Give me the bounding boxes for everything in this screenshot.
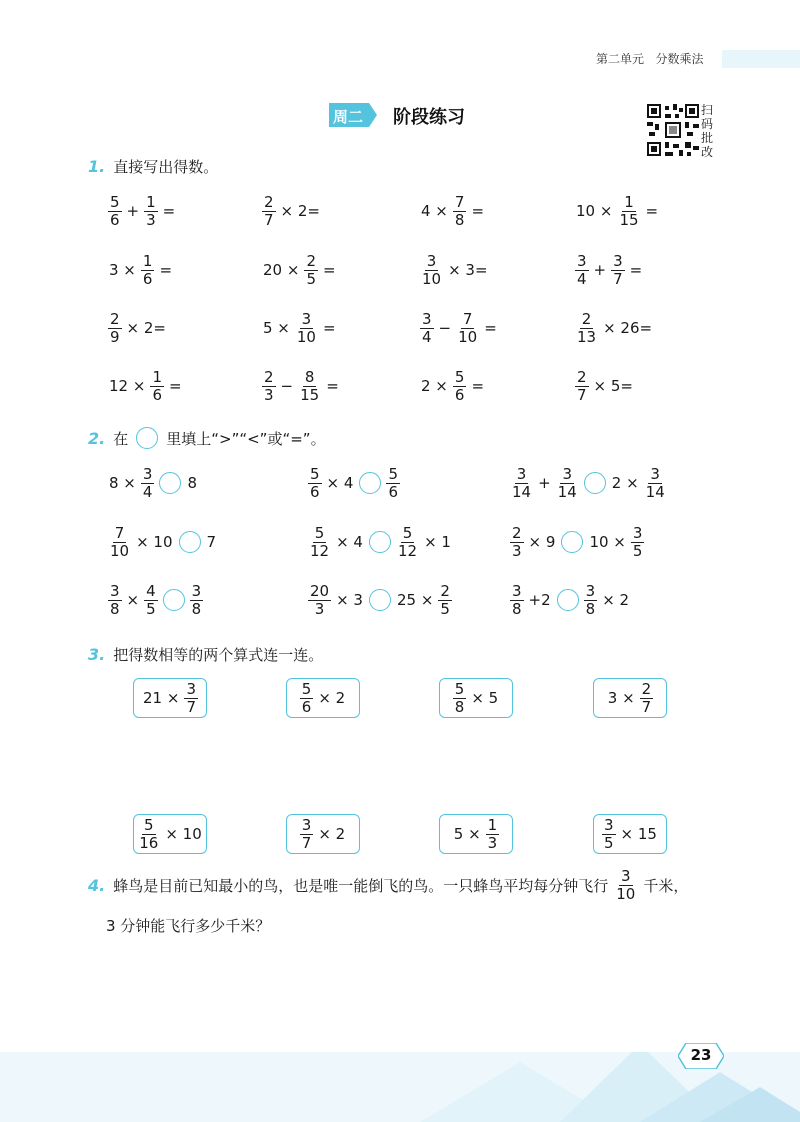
expression-term: 25 × bbox=[396, 591, 434, 609]
fraction bbox=[308, 583, 331, 618]
q2-prompt-end: 里填上“>”“<”或“=”。 bbox=[166, 429, 326, 448]
fraction-denominator: 7 bbox=[641, 697, 652, 716]
fraction bbox=[262, 194, 276, 229]
fraction bbox=[456, 311, 479, 346]
expression-term: 20 × bbox=[263, 261, 300, 279]
fraction-numerator: 2 bbox=[306, 251, 316, 270]
fraction-denominator: 4 bbox=[142, 482, 153, 501]
fraction-numerator: 5 bbox=[402, 523, 413, 542]
expression-term: × 1 bbox=[424, 533, 451, 551]
fraction bbox=[298, 369, 321, 404]
fraction-denominator: 10 bbox=[110, 541, 130, 560]
q2-comparison bbox=[508, 463, 669, 503]
header-band bbox=[722, 50, 800, 68]
fraction-denominator: 10 bbox=[296, 327, 316, 346]
fraction-numerator: 3 bbox=[613, 251, 623, 270]
expression-term: × 4 bbox=[326, 474, 354, 492]
expression-term: 5 × bbox=[453, 825, 481, 843]
fraction-numerator: 2 bbox=[110, 309, 120, 328]
expression-term: = bbox=[162, 202, 176, 220]
fraction bbox=[420, 311, 434, 346]
fraction bbox=[108, 311, 122, 346]
fraction bbox=[453, 369, 467, 404]
expression-term: + bbox=[538, 474, 551, 492]
q4-fraction-denominator: 10 bbox=[616, 885, 636, 903]
q3-expression bbox=[298, 815, 348, 853]
fraction bbox=[144, 194, 158, 229]
q1-expression bbox=[418, 191, 487, 231]
fraction-denominator: 5 bbox=[146, 599, 156, 618]
q3-header bbox=[88, 644, 323, 665]
fraction-numerator: 5 bbox=[144, 815, 154, 834]
fraction-denominator: 3 bbox=[314, 599, 325, 618]
expression-term: = bbox=[629, 261, 643, 279]
expression-term: × bbox=[126, 591, 140, 609]
q3-bottom-box[interactable] bbox=[133, 814, 207, 854]
expression-term: × 4 bbox=[336, 533, 363, 551]
fraction bbox=[510, 525, 524, 560]
expression-term: × 15 bbox=[620, 825, 657, 843]
fraction-denominator: 3 bbox=[487, 833, 498, 852]
fraction-numerator: 20 bbox=[310, 581, 330, 600]
q3-number: 3. bbox=[88, 645, 106, 664]
fraction-denominator: 3 bbox=[512, 541, 522, 560]
fraction-numerator: 3 bbox=[604, 815, 614, 834]
expression-term: 10 × bbox=[576, 202, 613, 220]
expression-term: 3 × bbox=[109, 261, 136, 279]
fraction-denominator: 8 bbox=[454, 210, 465, 229]
q2-comparison bbox=[306, 522, 454, 562]
expression-term: + bbox=[593, 261, 607, 279]
q3-expression bbox=[605, 679, 655, 717]
q4-text-start: 蜂鸟是目前已知最小的鸟，也是唯一能倒飞的鸟。一只蜂鸟平均每分钟飞行 bbox=[113, 877, 609, 895]
fraction-denominator: 5 bbox=[306, 269, 316, 288]
q2-prompt-start: 在 bbox=[113, 429, 129, 448]
fraction-denominator: 7 bbox=[613, 269, 623, 288]
q3-top-box[interactable] bbox=[133, 678, 207, 718]
q4-number: 4. bbox=[88, 876, 106, 895]
fraction-numerator: 2 bbox=[641, 679, 652, 698]
comparison-answer-circle[interactable] bbox=[359, 472, 381, 494]
fraction bbox=[640, 681, 654, 716]
expression-term: = bbox=[322, 261, 336, 279]
expression-term: 2 × bbox=[611, 474, 639, 492]
fraction-numerator: 3 bbox=[577, 251, 587, 270]
fraction-numerator: 5 bbox=[454, 679, 465, 698]
fraction bbox=[141, 466, 155, 501]
q1-expression bbox=[106, 366, 185, 406]
fraction-numerator: 3 bbox=[516, 464, 527, 483]
expression-term: × 26= bbox=[603, 319, 653, 337]
q3-prompt: 把得数相等的两个算式连一连。 bbox=[113, 646, 324, 664]
page-number: 23 bbox=[690, 1046, 712, 1064]
expression-term: × 2 bbox=[602, 591, 630, 609]
fraction bbox=[611, 253, 625, 288]
fraction-denominator: 6 bbox=[310, 482, 320, 501]
comparison-answer-circle[interactable] bbox=[369, 531, 391, 553]
fraction-numerator: 3 bbox=[562, 464, 572, 483]
expression-term: 5 × bbox=[263, 319, 290, 337]
expression-term: × 3 bbox=[336, 591, 363, 609]
fraction-denominator: 12 bbox=[397, 541, 418, 560]
q1-expression bbox=[573, 250, 645, 290]
expression-term: = bbox=[484, 319, 497, 337]
fraction-denominator: 7 bbox=[577, 385, 587, 404]
fraction-denominator: 6 bbox=[152, 385, 162, 404]
fraction-numerator: 7 bbox=[454, 192, 465, 211]
fraction-numerator: 1 bbox=[142, 251, 153, 270]
q1-expression bbox=[106, 308, 169, 348]
fraction-numerator: 8 bbox=[304, 367, 315, 386]
fraction-denominator: 8 bbox=[110, 599, 120, 618]
expression-term: × 10 bbox=[136, 533, 173, 551]
fraction bbox=[575, 369, 589, 404]
expression-term: 8 bbox=[187, 474, 197, 492]
unit-topic: 分数乘法 bbox=[655, 52, 704, 66]
comparison-answer-circle[interactable] bbox=[163, 589, 185, 611]
expression-term: × 5 bbox=[471, 689, 499, 707]
q3-bottom-box[interactable] bbox=[593, 814, 667, 854]
fraction-denominator: 6 bbox=[110, 210, 120, 229]
expression-term: × 10 bbox=[165, 825, 202, 843]
q2-comparison bbox=[306, 580, 454, 620]
q4-text-end: 千米， bbox=[643, 877, 689, 895]
q3-expression bbox=[298, 679, 348, 717]
fraction bbox=[510, 583, 524, 618]
fraction-numerator: 1 bbox=[624, 192, 634, 211]
fraction bbox=[584, 583, 598, 618]
q3-bottom-box[interactable] bbox=[286, 814, 360, 854]
fraction bbox=[602, 817, 616, 852]
fraction-numerator: 3 bbox=[191, 581, 202, 600]
fraction bbox=[300, 817, 314, 852]
fraction bbox=[262, 369, 276, 404]
fraction-numerator: 2 bbox=[512, 523, 522, 542]
fraction-denominator: 15 bbox=[300, 385, 320, 404]
fraction-numerator: 3 bbox=[650, 464, 660, 483]
q3-top-box[interactable] bbox=[286, 678, 360, 718]
week-tag bbox=[329, 103, 379, 127]
fraction bbox=[108, 525, 131, 560]
fraction-denominator: 12 bbox=[310, 541, 330, 560]
fraction-numerator: 1 bbox=[146, 192, 156, 211]
q1-expression bbox=[106, 191, 178, 231]
fraction-numerator: 3 bbox=[585, 581, 596, 600]
fraction bbox=[308, 525, 331, 560]
expression-term: − bbox=[438, 319, 452, 337]
comparison-answer-circle[interactable] bbox=[584, 472, 606, 494]
expression-term: 3 × bbox=[607, 689, 635, 707]
fraction-denominator: 5 bbox=[440, 599, 450, 618]
q1-expression bbox=[260, 191, 323, 231]
fraction bbox=[510, 466, 533, 501]
fraction-denominator: 5 bbox=[632, 541, 643, 560]
fraction bbox=[184, 681, 198, 716]
comparison-answer-circle[interactable] bbox=[561, 531, 583, 553]
fraction-denominator: 8 bbox=[585, 599, 596, 618]
q2-comparison bbox=[106, 522, 219, 562]
expression-term: × 2 bbox=[318, 825, 346, 843]
fraction-numerator: 3 bbox=[632, 523, 643, 542]
fraction bbox=[150, 369, 164, 404]
fraction bbox=[453, 194, 467, 229]
q3-expression bbox=[600, 815, 660, 853]
q2-header bbox=[88, 427, 326, 449]
week-tag-label: 周二 bbox=[333, 108, 364, 126]
q1-prompt: 直接写出得数。 bbox=[113, 158, 219, 176]
q3-expression bbox=[135, 815, 205, 853]
q3-expression bbox=[451, 815, 501, 853]
q3-bottom-box[interactable] bbox=[439, 814, 513, 854]
unit-header bbox=[596, 50, 703, 67]
q1-expression bbox=[260, 308, 339, 348]
fraction bbox=[304, 253, 318, 288]
fraction-numerator: 3 bbox=[426, 251, 437, 270]
scan-to-grade-label: 扫码批改 bbox=[701, 103, 714, 159]
fraction bbox=[108, 583, 122, 618]
expression-term: = bbox=[645, 202, 659, 220]
fraction-denominator: 16 bbox=[139, 833, 159, 852]
fraction bbox=[300, 681, 314, 716]
expression-term: = bbox=[168, 377, 182, 395]
fraction-numerator: 3 bbox=[301, 815, 312, 834]
comparison-answer-circle[interactable] bbox=[369, 589, 391, 611]
fraction bbox=[137, 817, 160, 852]
q2-comparison bbox=[508, 522, 646, 562]
fraction bbox=[486, 817, 500, 852]
q1-expression bbox=[573, 308, 655, 348]
fraction-numerator: 1 bbox=[487, 815, 498, 834]
fraction bbox=[144, 583, 158, 618]
comparison-answer-circle[interactable] bbox=[557, 589, 579, 611]
expression-term: 2 × bbox=[421, 377, 448, 395]
q4-fraction-numerator: 3 bbox=[621, 867, 631, 885]
expression-term: 12 × bbox=[109, 377, 146, 395]
q3-expression bbox=[140, 679, 200, 717]
q4-question: 3 分钟能飞行多少千米？ bbox=[106, 917, 271, 935]
expression-term: = bbox=[471, 202, 485, 220]
page-number-badge bbox=[678, 1043, 724, 1069]
expression-term: 4 × bbox=[421, 202, 448, 220]
fraction-denominator: 4 bbox=[422, 327, 432, 346]
q4-fraction bbox=[614, 868, 637, 903]
fraction-denominator: 7 bbox=[264, 210, 274, 229]
fraction-denominator: 6 bbox=[301, 697, 312, 716]
fraction-numerator: 5 bbox=[110, 192, 120, 211]
q1-number: 1. bbox=[88, 157, 106, 176]
comparison-answer-circle[interactable] bbox=[179, 531, 201, 553]
fraction-numerator: 2 bbox=[440, 581, 450, 600]
fraction-numerator: 5 bbox=[301, 679, 312, 698]
q1-expression bbox=[260, 366, 342, 406]
q3-expression bbox=[451, 679, 501, 717]
fraction-numerator: 2 bbox=[264, 367, 274, 386]
fraction-numerator: 1 bbox=[152, 367, 162, 386]
expression-term: +2 bbox=[528, 591, 551, 609]
fraction-numerator: 3 bbox=[512, 581, 522, 600]
fraction bbox=[575, 253, 589, 288]
fraction-numerator: 5 bbox=[454, 367, 465, 386]
q1-expression bbox=[418, 366, 487, 406]
page-title: 阶段练习 bbox=[393, 107, 465, 128]
fraction-denominator: 6 bbox=[142, 269, 153, 288]
q1-expression bbox=[573, 191, 661, 231]
fraction bbox=[190, 583, 204, 618]
fraction-denominator: 14 bbox=[557, 482, 577, 501]
fraction bbox=[438, 583, 452, 618]
fraction bbox=[295, 311, 318, 346]
q1-expression bbox=[573, 366, 636, 406]
fraction-numerator: 7 bbox=[114, 523, 125, 542]
fraction-numerator: 3 bbox=[301, 309, 312, 328]
fraction bbox=[108, 194, 122, 229]
fraction-denominator: 13 bbox=[577, 327, 597, 346]
expression-term: × 2= bbox=[126, 319, 166, 337]
fraction-numerator: 5 bbox=[310, 464, 320, 483]
fraction-denominator: 3 bbox=[146, 210, 156, 229]
fraction-denominator: 5 bbox=[604, 833, 614, 852]
fraction-denominator: 7 bbox=[186, 697, 196, 716]
q1-expression bbox=[418, 250, 491, 290]
q4-header bbox=[88, 868, 688, 903]
expression-term: × 5= bbox=[593, 377, 633, 395]
qr-code-icon bbox=[647, 104, 699, 156]
q2-comparison bbox=[508, 580, 632, 620]
fraction-numerator: 4 bbox=[146, 581, 156, 600]
comparison-answer-circle[interactable] bbox=[159, 472, 181, 494]
q1-expression bbox=[418, 308, 500, 348]
expression-term: = bbox=[326, 377, 339, 395]
comparison-circle-sample bbox=[136, 427, 158, 449]
fraction-numerator: 2 bbox=[577, 367, 587, 386]
fraction-numerator: 5 bbox=[388, 464, 398, 483]
fraction bbox=[556, 466, 579, 501]
fraction bbox=[644, 466, 667, 501]
fraction-numerator: 7 bbox=[462, 309, 473, 328]
q1-expression bbox=[106, 250, 175, 290]
fraction bbox=[453, 681, 467, 716]
fraction-denominator: 9 bbox=[110, 327, 120, 346]
fraction-denominator: 10 bbox=[422, 269, 442, 288]
fraction-denominator: 3 bbox=[264, 385, 274, 404]
fraction bbox=[575, 311, 598, 346]
fraction bbox=[396, 525, 419, 560]
fraction-numerator: 5 bbox=[314, 523, 325, 542]
fraction-denominator: 6 bbox=[454, 385, 465, 404]
fraction-denominator: 7 bbox=[301, 833, 312, 852]
fraction-denominator: 8 bbox=[454, 697, 465, 716]
expression-term: + bbox=[126, 202, 140, 220]
qr-code[interactable] bbox=[647, 104, 699, 156]
unit-name: 第二单元 bbox=[596, 52, 645, 66]
fraction-numerator: 3 bbox=[186, 679, 196, 698]
q1-header bbox=[88, 156, 218, 177]
q3-top-box[interactable] bbox=[593, 678, 667, 718]
expression-term: × 9 bbox=[528, 533, 556, 551]
expression-term: 8 × bbox=[109, 474, 136, 492]
fraction-denominator: 14 bbox=[645, 482, 665, 501]
q2-comparison bbox=[306, 463, 402, 503]
fraction-numerator: 3 bbox=[422, 309, 432, 328]
q2-comparison bbox=[106, 463, 200, 503]
fraction-numerator: 3 bbox=[110, 581, 120, 600]
expression-term: − bbox=[280, 377, 294, 395]
expression-term: = bbox=[322, 319, 336, 337]
fraction bbox=[617, 194, 640, 229]
q2-comparison bbox=[106, 580, 205, 620]
fraction-numerator: 2 bbox=[581, 309, 592, 328]
fraction-denominator: 8 bbox=[512, 599, 522, 618]
expression-term: 21 × bbox=[143, 689, 180, 707]
fraction bbox=[308, 466, 322, 501]
q3-top-box[interactable] bbox=[439, 678, 513, 718]
fraction-denominator: 14 bbox=[512, 482, 532, 501]
fraction bbox=[631, 525, 645, 560]
fraction bbox=[141, 253, 155, 288]
expression-term: × 2 bbox=[318, 689, 346, 707]
fraction-denominator: 15 bbox=[619, 210, 639, 229]
expression-term: × 2= bbox=[280, 202, 320, 220]
expression-term: = bbox=[159, 261, 173, 279]
q2-number: 2. bbox=[88, 428, 106, 448]
expression-term: 7 bbox=[206, 533, 217, 551]
fraction-denominator: 6 bbox=[388, 482, 398, 501]
fraction bbox=[420, 253, 443, 288]
q1-expression bbox=[260, 250, 339, 290]
fraction-numerator: 3 bbox=[142, 464, 153, 483]
fraction-denominator: 4 bbox=[577, 269, 587, 288]
expression-term: 10 × bbox=[589, 533, 626, 551]
fraction-numerator: 2 bbox=[264, 192, 274, 211]
fraction bbox=[386, 466, 400, 501]
fraction-denominator: 10 bbox=[458, 327, 478, 346]
expression-term: = bbox=[471, 377, 485, 395]
fraction-denominator: 8 bbox=[191, 599, 202, 618]
expression-term: × 3= bbox=[448, 261, 488, 279]
